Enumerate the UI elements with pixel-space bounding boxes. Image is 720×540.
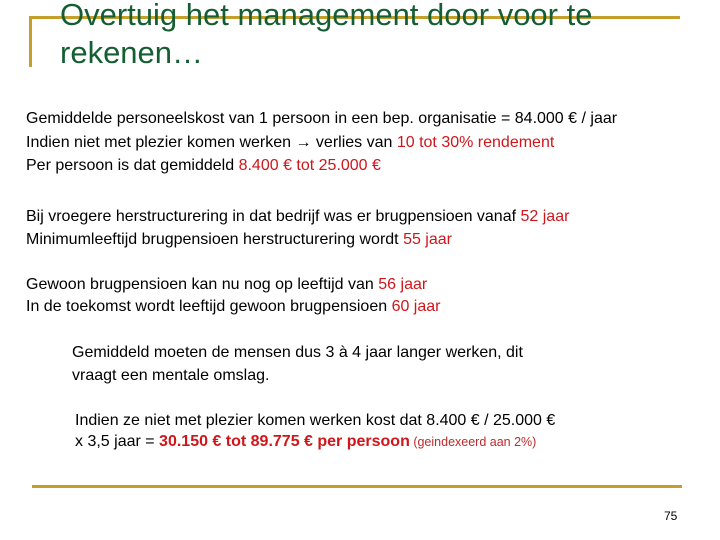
highlight-text: 56 jaar — [378, 276, 428, 293]
text-line — [26, 230, 452, 250]
text-line — [75, 432, 536, 452]
title-left-rule — [29, 16, 32, 67]
text: vraagt een mentale omslag. — [72, 367, 270, 384]
text-line — [72, 343, 523, 363]
text: Minimumleeftijd brugpensioen herstructurering wordt — [26, 231, 404, 248]
text: Indien ze niet met plezier komen werken kost dat 8.400 € / 25.000 € — [75, 412, 556, 429]
text-line — [26, 297, 440, 317]
text-line — [72, 366, 269, 386]
highlight-text: 10 tot 30% rendement — [396, 134, 555, 151]
text: x 3,5 jaar = — [75, 433, 160, 450]
text-line — [26, 275, 427, 295]
highlight-text: 8.400 € tot 25.000 € — [238, 157, 381, 174]
text-line — [26, 207, 569, 227]
text: Gemiddelde personeelskost van 1 persoon in een bep. organisatie = 84.000 € / jaar — [26, 110, 618, 127]
highlight-text: 55 jaar — [403, 231, 452, 248]
highlight-text: 30.150 € tot 89.775 € per persoon — [159, 433, 410, 450]
text: Per persoon is dat gemiddeld — [26, 157, 239, 174]
text: Bij vroegere herstructurering in dat bedrijf was er brugpensioen vanaf — [26, 208, 521, 225]
highlight-text: 52 jaar — [520, 208, 570, 225]
text: Indien niet met plezier komen werken → verlies van — [26, 134, 397, 151]
text-line — [26, 156, 381, 176]
text: In de toekomst wordt leeftijd gewoon brugpensioen — [26, 298, 392, 315]
bottom-rule — [32, 485, 682, 488]
highlight-text: 60 jaar — [391, 298, 441, 315]
text: Gemiddeld moeten de mensen dus 3 à 4 jaar langer werken, dit — [72, 344, 523, 361]
footnote-text: (geindexeerd aan 2%) — [409, 435, 537, 449]
text-line — [26, 133, 554, 153]
text-line — [75, 411, 555, 431]
text: Gewoon brugpensioen kan nu nog op leeftijd van — [26, 276, 379, 293]
text-line — [26, 109, 617, 129]
slide-title: Overtuig het management door voor te rekenen… — [60, 0, 593, 70]
page-number: 75 — [664, 509, 678, 523]
